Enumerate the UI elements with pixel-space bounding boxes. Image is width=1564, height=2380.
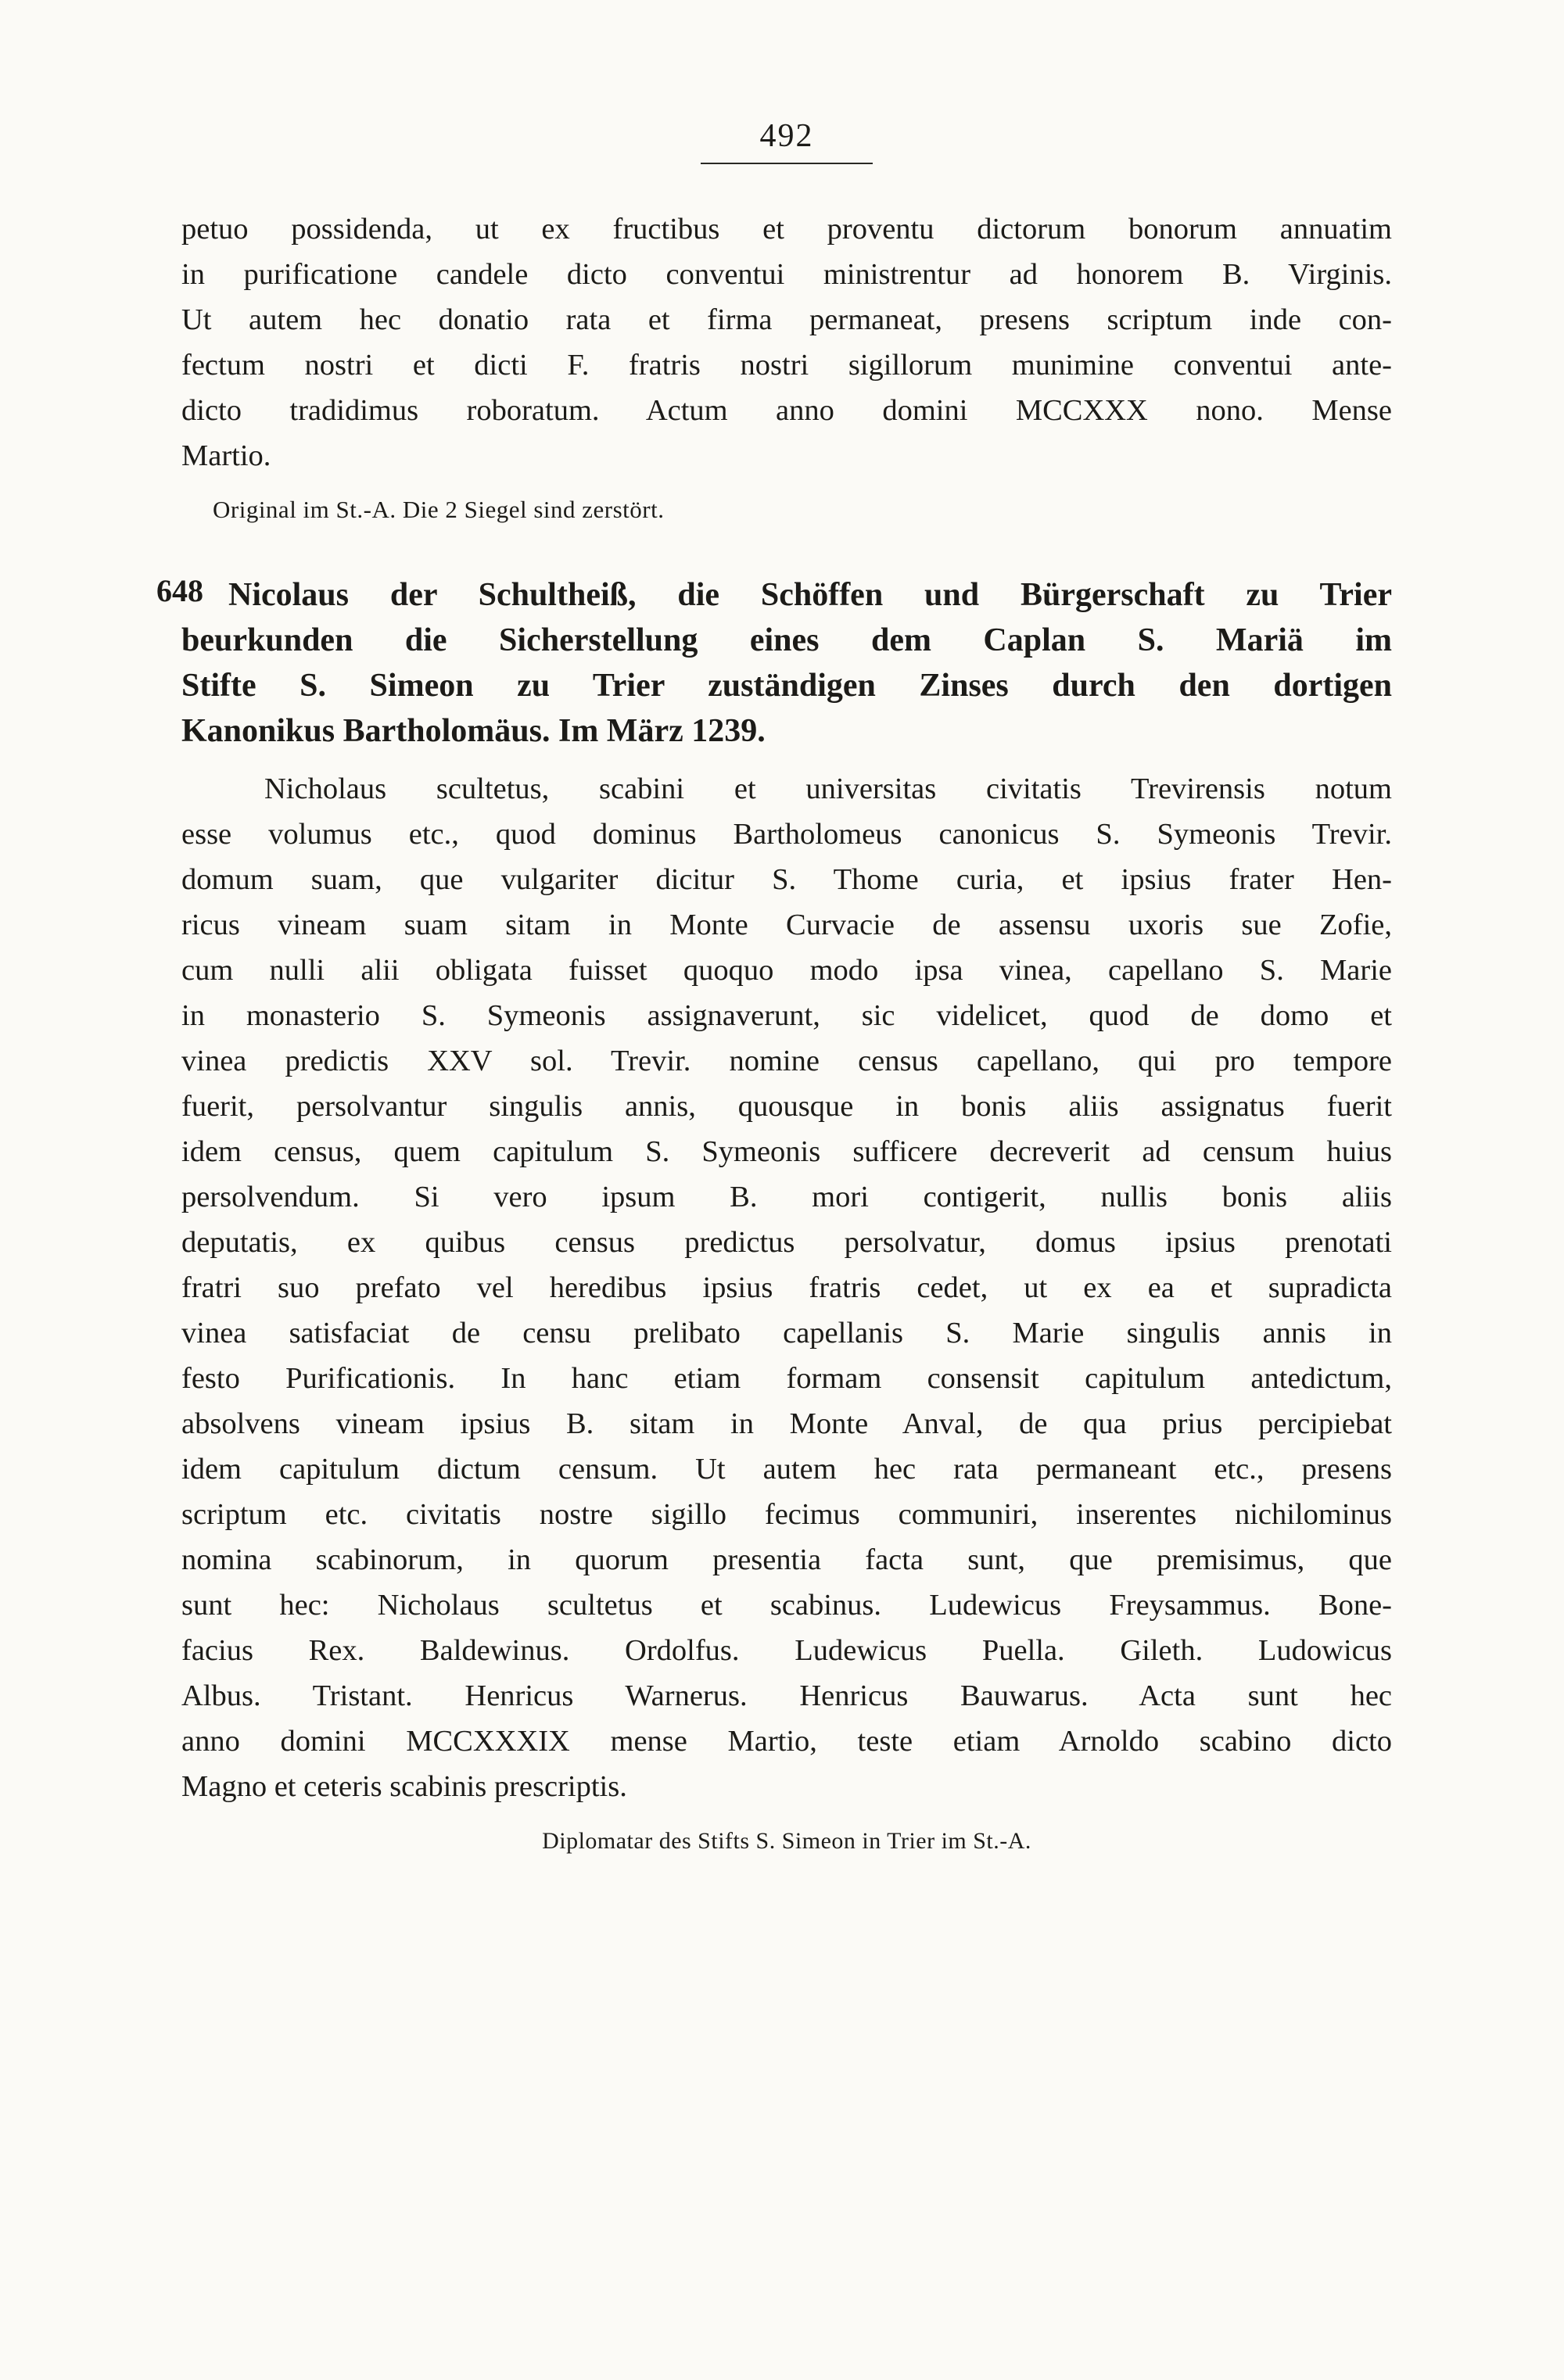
text-line: deputatis, ex quibus census predictus persolvatur, domus ipsius prenotati — [181, 1226, 1392, 1259]
charter-text — [181, 766, 1392, 1809]
text-line: fuerit, persolvantur singulis annis, quousque in bonis aliis assignatus fuerit — [181, 1090, 1392, 1123]
text-line: petuo possidenda, ut ex fructibus et proventu dictorum bonorum annuatim — [181, 213, 1392, 246]
heading-line: Stifte S. Simeon zu Trier zuständigen Zinses durch den dortigen — [181, 668, 1392, 704]
text-line: Nicholaus scultetus, scabini et universitas civitatis Trevirensis notum — [264, 772, 1392, 805]
text-line: in purificatione candele dicto conventui ministrentur ad honorem B. Virginis. — [181, 258, 1392, 291]
text-line: Ut autem hec donatio rata et firma permaneat, presens scriptum inde con- — [181, 303, 1392, 336]
text-line: idem capitulum dictum censum. Ut autem hec rata permaneant etc., presens — [181, 1453, 1392, 1486]
text-line: fectum nostri et dicti F. fratris nostri sigillorum munimine conventui ante- — [181, 349, 1392, 382]
text-line: in monasterio S. Symeonis assignaverunt, sic videlicet, quod de domo et — [181, 999, 1392, 1032]
text-line: cum nulli alii obligata fuisset quoquo modo ipsa vinea, capellano S. Marie — [181, 954, 1392, 987]
text-line: Albus. Tristant. Henricus Warnerus. Henricus Bauwarus. Acta sunt hec — [181, 1679, 1392, 1712]
heading-line: Kanonikus Bartholomäus. Im März 1239. — [181, 713, 766, 749]
text-line: Martio. — [181, 439, 271, 472]
page-number: 492 — [701, 117, 873, 164]
preceding-charter-ending — [181, 206, 1392, 479]
text-line: festo Purificationis. In hanc etiam formam consensit capitulum antedictum, — [181, 1362, 1392, 1395]
heading-line: beurkunden die Sicherstellung eines dem Caplan S. Mariä im — [181, 622, 1392, 658]
text-line: esse volumus etc., quod dominus Bartholomeus canonicus S. Symeonis Trevir. — [181, 818, 1392, 851]
text-line: sunt hec: Nicholaus scultetus et scabinus. Ludewicus Freysammus. Bone- — [181, 1589, 1392, 1622]
text-line: ricus vineam suam sitam in Monte Curvacie de assensu uxoris sue Zofie, — [181, 909, 1392, 941]
document-page — [156, 117, 1392, 1855]
text-line: scriptum etc. civitatis nostre sigillo fecimus communiri, inserentes nichilominus — [181, 1498, 1392, 1531]
charter-heading — [156, 572, 1392, 754]
text-line: absolvens vineam ipsius B. sitam in Monte Anval, de qua prius percipiebat — [181, 1407, 1392, 1440]
text-line: domum suam, que vulgariter dicitur S. Thome curia, et ipsius frater Hen- — [181, 863, 1392, 896]
text-line: dicto tradidimus roboratum. Actum anno domini MCCXXX nono. Mense — [181, 394, 1392, 427]
text-line: nomina scabinorum, in quorum presentia facta sunt, que premisimus, que — [181, 1543, 1392, 1576]
source-note: Original im St.-A. Die 2 Siegel sind zerstört. — [213, 496, 665, 523]
text-line: persolvendum. Si vero ipsum B. mori contigerit, nullis bonis aliis — [181, 1181, 1392, 1213]
heading-line: Nicolaus der Schultheiß, die Schöffen und Bürgerschaft zu Trier — [228, 577, 1392, 613]
text-line: vinea predictis XXV sol. Trevir. nomine census capellano, qui pro tempore — [181, 1045, 1392, 1077]
text-line: Magno et ceteris scabinis prescriptis. — [181, 1770, 627, 1803]
charter-number: 648 — [156, 573, 203, 608]
source-note: Diplomatar des Stifts S. Simeon in Trier im St.-A. — [542, 1828, 1031, 1854]
text-line: facius Rex. Baldewinus. Ordolfus. Ludewicus Puella. Gileth. Ludowicus — [181, 1634, 1392, 1667]
text-line: idem census, quem capitulum S. Symeonis sufficere decreverit ad censum huius — [181, 1135, 1392, 1168]
text-line: fratri suo prefato vel heredibus ipsius fratris cedet, ut ex ea et supradicta — [181, 1271, 1392, 1304]
text-line: vinea satisfaciat de censu prelibato capellanis S. Marie singulis annis in — [181, 1317, 1392, 1350]
text-line: anno domini MCCXXXIX mense Martio, teste etiam Arnoldo scabino dicto — [181, 1725, 1392, 1758]
